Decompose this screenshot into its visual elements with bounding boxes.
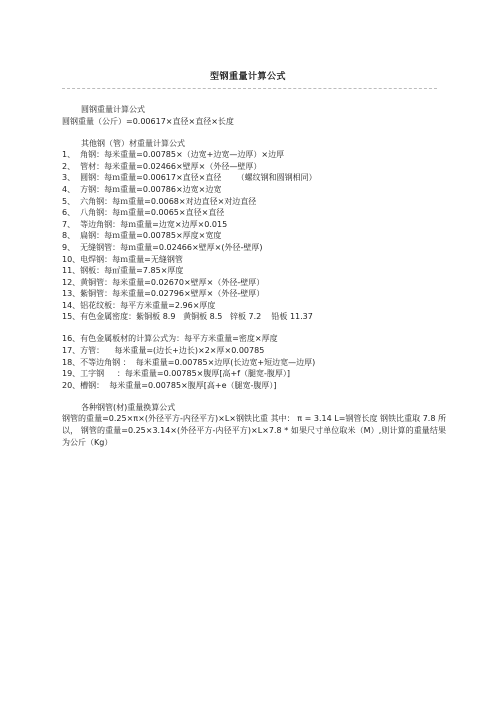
spacer — [62, 391, 446, 401]
section-heading-round-steel: 圆钢重量计算公式 — [81, 105, 145, 114]
formula-line: 8、 扁钢：每ｍ重量=0.00785×厚度×宽度 — [62, 231, 222, 241]
formula-line: 5、 六角钢：每ｍ重量=0.0068×对边直径×对边直径 — [62, 196, 257, 206]
formula-line: 12、黄铜管：每米重量=0.02670×壁厚×（外径-壁厚） — [62, 277, 265, 287]
formula-line: 20、槽钢： 每米重量=0.00785×腹厚[高+e（腿宽-腹厚）] — [62, 380, 277, 390]
section-heading-other-steel: 其他钢（管）材重量计算公式 — [81, 138, 185, 148]
formula-line: 13、紫铜管：每米重量=0.02796×壁厚×（外径-壁厚） — [62, 289, 265, 299]
header-divider — [62, 88, 437, 89]
pipe-weight-paragraph: 钢管的重量=0.25×π×(外径平方-内径平方)×L×钢铁比重 其中： π = 3.14 L=钢管长度 钢铁比重取 7.8 所以， 钢管的重量=0.25×3.14×(外径平方-内径平方)×L×7.8 * 如果尺寸单位取米（M）,则计算的重量结果为公斤（Kg） — [62, 414, 446, 447]
spacer — [62, 127, 446, 137]
formula-line: 2、 管材：每米重量=0.02466×壁厚×（外径—壁厚） — [62, 161, 262, 171]
formula-line: 15、有色金属密度：紫铜板 8.9 黄铜板 8.5 锌板 7.2 铅板 11.37 — [62, 312, 313, 322]
formula-line: 11、钢板：每㎡重量=7.85×厚度 — [62, 266, 184, 276]
formula-line: 4、 方钢：每ｍ重量=0.00786×边宽×边宽 — [62, 184, 222, 194]
formula-line: 16、有色金属板材的计算公式为：每平方米重量=密度×厚度 — [62, 334, 278, 344]
formula-line: 18、不等边角钢 ： 每米重量=0.00785×边厚(长边宽+短边宽—边厚) — [62, 357, 316, 367]
section-heading-pipe-conversion: 各种钢管(材)重量换算公式 — [81, 402, 176, 412]
page-title: 型钢重量计算公式 — [209, 72, 286, 82]
spacer — [62, 323, 446, 333]
formula-line: 6、 八角钢：每ｍ重量=0.0065×直径×直径 — [62, 208, 225, 218]
formula-line: 7、 等边角钢：每ｍ重量=边宽×边厚×0.015 — [62, 219, 228, 229]
formula-line: 10、电焊钢：每ｍ重量=无缝钢管 — [62, 254, 183, 264]
formula-line: 3、 圆钢：每ｍ重量=0.00617×直径×直径 （螺纹钢和圆钢相同） — [62, 173, 317, 183]
formula-line: 圆钢重量（公斤）=0.00617×直径×直径×长度 — [62, 116, 234, 126]
formula-line: 9、 无缝钢管：每ｍ重量=0.02466×壁厚×(外径-壁厚) — [62, 242, 263, 252]
formula-line: 1、 角钢：每米重量=0.00785×（边宽+边宽—边厚）×边厚 — [62, 150, 285, 160]
formula-line: 19、工字钢 ：每米重量=0.00785×腹厚[高+f（腿宽-腹厚）] — [62, 369, 291, 379]
formula-line: 14、铝花纹板：每平方米重量=2.96×厚度 — [62, 300, 216, 310]
document-body — [62, 104, 446, 448]
formula-line: 17、方管： 每米重量=(边长+边长)×2×厚×0.00785 — [62, 346, 265, 356]
